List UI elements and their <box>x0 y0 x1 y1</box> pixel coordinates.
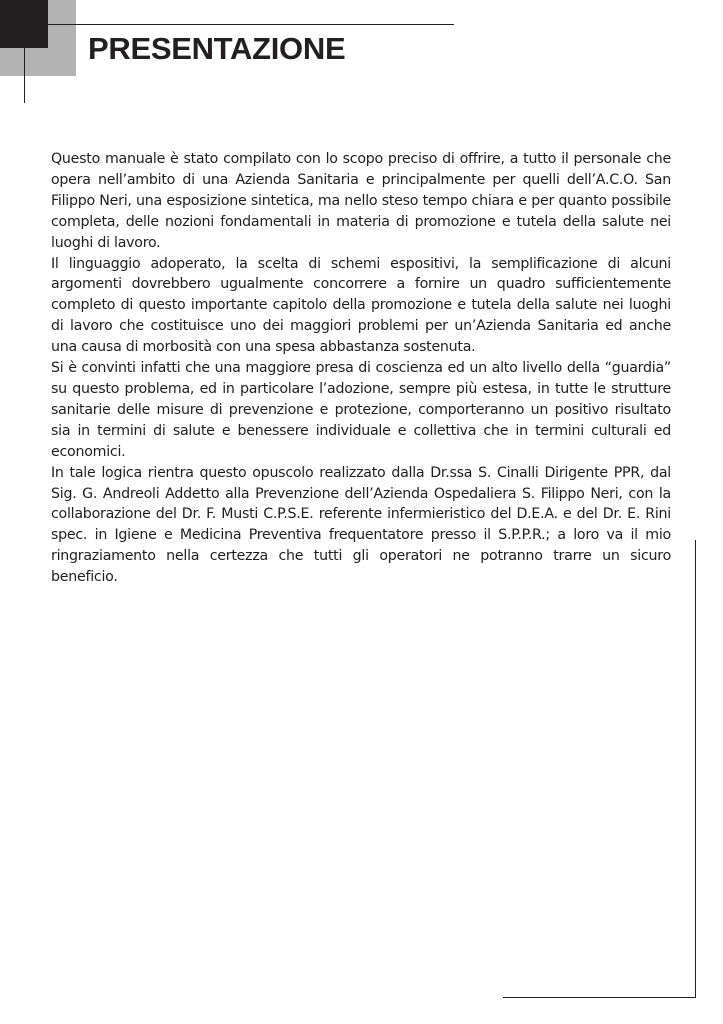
body-text <box>51 149 671 588</box>
page-title: PRESENTAZIONE <box>88 31 346 66</box>
paragraph: Questo manuale è stato compilato con lo scopo preciso di offrire, a tutto il personale che opera nell’ambito di una Azienda Sanitaria e principalmente per quelli dell’A.C.O. San Filippo Neri, una esposizione sintetica, ma nello steso tempo chiara e per quanto possibile completa, delle nozioni fondamentali in materia di promozione e tutela della salute nei luoghi di lavoro. <box>51 151 671 251</box>
header-rule <box>24 24 454 25</box>
paragraph: In tale logica rientra questo opuscolo realizzato dalla Dr.ssa S. Cinalli Dirigente PPR, dal Sig. G. Andreoli Addetto alla Prevenzione dell’Azienda Ospedaliera S. Filippo Neri, con la collaborazione del Dr. F. Musti C.P.S.E. referente infermieristico del D.E.A. e del Dr. E. Rini spec. in Igiene e Medicina Preventiva frequentatore presso il S.P.P.R.; a loro va il mio ringraziamento nella certezza che tutti gli operatori ne potranno trarre un sicuro beneficio. <box>51 464 671 586</box>
right-vertical-rule <box>695 540 696 998</box>
left-vertical-rule <box>24 24 25 103</box>
footer-rule <box>503 997 696 998</box>
paragraph: Il linguaggio adoperato, la scelta di schemi espositivi, la semplificazione di alcuni argomenti dovrebbero ugualmente concorrere a fornire un quadro sufficientemente completo di questo importante capitolo della promozione e tutela della salute nei luoghi di lavoro che costituisce uno dei maggiori problemi per un’Azienda Sanitaria ed anche una causa di morbosità con una spesa abbastanza sostenuta. <box>51 255 671 356</box>
paragraph: Si è convinti infatti che una maggiore presa di coscienza ed un alto livello della “guardia” su questo problema, ed in particolare l’adozione, sempre più estesa, in tutte le strutture sanitarie delle misure di prevenzione e protezione, comporteranno un positivo risultato sia in termini di salute e benessere individuale e collettiva che in termini culturali ed economici. <box>51 360 671 460</box>
